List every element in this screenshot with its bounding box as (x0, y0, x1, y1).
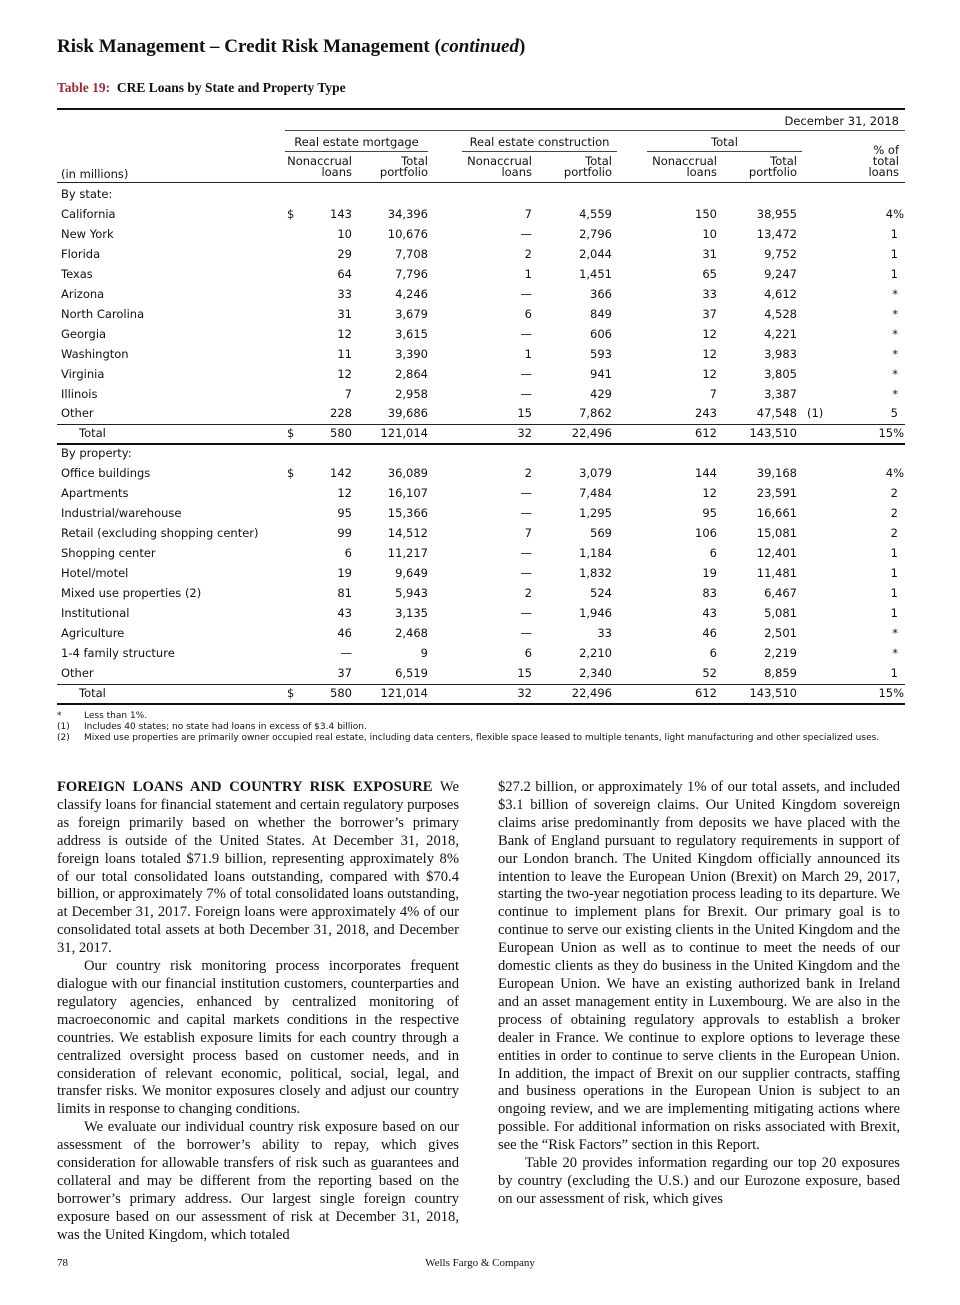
table-cell: * (892, 286, 898, 301)
table-cell: 4,528 (764, 306, 797, 321)
row-label: Shopping center (61, 546, 156, 561)
table-cell: 524 (590, 586, 612, 600)
table-cell: 2 (890, 486, 898, 501)
table-cell: * (892, 346, 898, 361)
table-rule (57, 424, 905, 425)
table-cell: 2,044 (579, 246, 612, 261)
table-cell: 7,796 (395, 266, 428, 281)
table-cell: 65 (702, 266, 717, 281)
table-cell: 1 (890, 665, 898, 680)
table-cell: 2,210 (579, 645, 612, 660)
table-cell: 32 (517, 685, 532, 700)
table-cell: 580 (330, 426, 352, 441)
table-cell: 15,081 (756, 526, 797, 541)
table-cell: 6 (709, 546, 717, 561)
table-cell: 7,862 (579, 406, 612, 421)
table-cell: 612 (695, 426, 717, 441)
row-label: Georgia (61, 326, 107, 341)
row-label: Industrial/warehouse (61, 506, 182, 521)
table-cell: 1 (890, 605, 898, 620)
table-cell: 1 (890, 266, 898, 281)
row-label: Hotel/motel (61, 566, 129, 581)
paragraph: Our country risk monitoring process incorporates frequent dialogue with our financial institution customers, counterparties and regulatory agencies, enhanced by centralized monitoring of macroeconomic and capital markets conditions in the respective countries. We establish exposure limits for each country through a centralized oversight process based on customer needs, and in consideration of relevant economic, political, social, legal, and transfer risks. We monitor exposures closely and adjust our country limits in response to changing conditions. (57, 958, 459, 1118)
table-cell: 3,679 (395, 306, 428, 321)
table-cell: 2,864 (395, 366, 428, 381)
row-label: Illinois (61, 386, 98, 401)
table-cell: 228 (330, 406, 352, 421)
table-cell: 34,396 (387, 206, 428, 221)
row-label: Texas (61, 266, 93, 281)
table-cell: 1 (890, 246, 898, 261)
table-cell: 8,859 (764, 665, 797, 680)
table-caption (57, 80, 346, 96)
table-cell: 1,832 (579, 566, 612, 581)
table-cell: 32 (517, 426, 532, 441)
table-cell: 4% (885, 206, 904, 221)
table-cell: 12 (337, 486, 352, 501)
table-footnotes (57, 711, 905, 744)
row-label: 1-4 family structure (61, 645, 175, 660)
table-cell: 5 (890, 406, 898, 421)
table-rule (57, 108, 905, 110)
table-cell: 99 (337, 526, 352, 541)
table-rule (285, 151, 428, 152)
footer-company: Wells Fargo & Company (425, 1257, 535, 1269)
footnote-ref: (1) (807, 406, 824, 421)
table-cell: 6,467 (764, 586, 797, 600)
table-number: Table 19: (57, 80, 111, 95)
table-cell: 569 (590, 526, 612, 541)
col-header-total: portfolio (748, 165, 797, 179)
page-number: 78 (57, 1257, 68, 1269)
table-rule (57, 182, 905, 183)
table-cell: — (520, 625, 532, 640)
table-cell: — (520, 326, 532, 341)
table-cell: 37 (702, 306, 717, 321)
table-cell: 2,340 (579, 665, 612, 680)
table-cell: 23,591 (756, 486, 797, 501)
table-cell: 22,496 (571, 426, 612, 441)
table-cell: 9,247 (764, 266, 797, 281)
table-cell: 1 (890, 566, 898, 581)
table-rule (57, 684, 905, 685)
section-label: By state: (61, 187, 113, 201)
table-cell: 3,615 (395, 326, 428, 341)
table-cell: 7 (524, 526, 532, 541)
row-label: Florida (61, 246, 101, 261)
col-header-nonaccrual: loans (321, 165, 352, 179)
row-label: Washington (61, 346, 129, 361)
table-cell: — (520, 286, 532, 301)
table-cell: 46 (702, 625, 717, 640)
table-cell: — (520, 566, 532, 581)
table-cell: 37 (337, 665, 352, 680)
footnote-text: Includes 40 states; no state had loans in excess of $3.4 billion. (84, 722, 367, 732)
col-header-nonaccrual: Nonaccrual (467, 154, 532, 168)
page-title: Risk Management – Credit Risk Management (continued) (57, 36, 526, 57)
table-cell: 6 (344, 546, 352, 561)
footnote (57, 711, 905, 722)
table-cell: 1,184 (579, 546, 612, 561)
table-cell: 15,366 (387, 506, 428, 521)
row-label: Retail (excluding shopping center) (61, 526, 259, 541)
table-cell: 612 (695, 685, 717, 700)
table-cell: 3,983 (764, 346, 797, 361)
table-cell: 22,496 (571, 685, 612, 700)
table-cell: 1 (890, 226, 898, 241)
table-cell: 19 (702, 566, 717, 581)
table-cell: 7 (709, 386, 717, 401)
table-cell: 4,559 (579, 206, 612, 221)
section-label: By property: (61, 446, 132, 461)
table-cell: 33 (597, 625, 612, 640)
table-rule (57, 703, 905, 705)
col-header-total: portfolio (563, 165, 612, 179)
row-label: Other (61, 406, 94, 421)
group-header: Total (711, 135, 738, 149)
section-heading: FOREIGN LOANS AND COUNTRY RISK EXPOSURE (57, 779, 433, 795)
currency-sign: $ (287, 426, 295, 441)
col-header-nonaccrual: Nonaccrual (287, 154, 352, 168)
table-cell: 1,946 (579, 605, 612, 620)
table-cell: 16,107 (387, 486, 428, 501)
table-cell: 83 (702, 586, 717, 600)
table-cell: 11,217 (387, 546, 428, 561)
table-cell: 15 (517, 406, 532, 421)
table-cell: — (520, 506, 532, 521)
table-cell: 7 (524, 206, 532, 221)
table-title: CRE Loans by State and Property Type (116, 80, 346, 95)
table-cell: 13,472 (756, 226, 797, 241)
table-rule (57, 443, 905, 445)
table-cell: * (892, 326, 898, 341)
table-cell: 2,501 (764, 625, 797, 640)
currency-sign: $ (287, 206, 295, 221)
table-cell: 9,752 (764, 246, 797, 261)
body-right-column (498, 779, 900, 1209)
table-cell: * (892, 306, 898, 321)
table-cell: 36,089 (387, 466, 428, 481)
footnote-mark: * (57, 711, 62, 721)
table-cell: 16,661 (756, 506, 797, 521)
table-cell: — (340, 645, 352, 660)
table-cell: 2,468 (395, 625, 428, 640)
table-cell: 43 (337, 605, 352, 620)
row-label: Arizona (61, 286, 105, 301)
table-cell: 11 (337, 346, 352, 361)
col-header-total: portfolio (379, 165, 428, 179)
group-header: Real estate mortgage (294, 135, 419, 149)
table-cell: 43 (702, 605, 717, 620)
footnote (57, 722, 905, 733)
body-left-column (57, 779, 459, 1245)
table-cell: 10 (702, 226, 717, 241)
table-cell: * (892, 366, 898, 381)
table-cell: 81 (337, 586, 352, 600)
footnote (57, 733, 905, 744)
table-cell: — (520, 486, 532, 501)
table-cell: 3,390 (395, 346, 428, 361)
table-cell: 6 (524, 306, 532, 321)
table-cell: 6,519 (395, 665, 428, 680)
row-label: Office buildings (61, 466, 151, 481)
table-cell: 606 (590, 326, 612, 341)
paragraph: FOREIGN LOANS AND COUNTRY RISK EXPOSURE We classify loans for financial statement and certain regulatory purposes as foreign primarily based on whether the borrower’s primary address is outside of the United States. At December 31, 2018, foreign loans totaled $71.9 billion, representing approximately 8% of our total consolidated loans outstanding, compared with $70.4 billion, or approximately 7% of total consolidated loans outstanding, at December 31, 2017. Foreign loans were approximately 4% of our consolidated total assets at both December 31, 2018, and December 31, 2017. (57, 779, 460, 957)
table-cell: — (520, 226, 532, 241)
table-cell: 10,676 (387, 226, 428, 241)
table-cell: 1 (524, 346, 532, 361)
table-cell: * (892, 645, 898, 660)
footnote-mark: (2) (57, 733, 70, 743)
paragraph: We evaluate our individual country risk exposure based on our assessment of the borrower’s ability to repay, which gives consideration for allowable transfers of risk such as guarantees and collateral and may be different from the reporting based on the borrower’s primary address. Our largest single foreign country exposure based on our assessment of risk at December 31, 2018, was the United Kingdom, which totaled (57, 1119, 459, 1243)
table-cell: * (892, 625, 898, 640)
table-cell: 144 (695, 466, 717, 481)
table-cell: 1 (524, 266, 532, 281)
table-cell: 1,295 (579, 506, 612, 521)
table-cell: 9,649 (395, 566, 428, 581)
table-cell: 1 (890, 586, 898, 600)
col-header-pct: loans (868, 165, 899, 179)
table-cell: 33 (337, 286, 352, 301)
table-cell: 12 (702, 326, 717, 341)
col-header-pct: total (872, 154, 899, 168)
table-cell: 593 (590, 346, 612, 361)
table-cell: 5,081 (764, 605, 797, 620)
table-cell: 5,943 (395, 586, 428, 600)
table-cell: 6 (524, 645, 532, 660)
table-cell: 14,512 (387, 526, 428, 541)
table-cell: 121,014 (380, 426, 428, 441)
table-cell: — (520, 386, 532, 401)
date-header: December 31, 2018 (784, 114, 899, 128)
table-cell: 9 (420, 645, 428, 660)
row-label: California (61, 206, 116, 221)
table-cell: 2,958 (395, 386, 428, 401)
row-label: Apartments (61, 486, 129, 501)
table-cell: 2 (524, 466, 532, 481)
row-label: Virginia (61, 366, 105, 381)
table-cell: 2 (524, 586, 532, 600)
row-label: Agriculture (61, 625, 125, 640)
table-cell: 33 (702, 286, 717, 301)
table-cell: 2 (890, 506, 898, 521)
table-cell: — (520, 366, 532, 381)
table-cell: 2 (890, 526, 898, 541)
table-cell: 106 (695, 526, 717, 541)
table-cell: 7 (344, 386, 352, 401)
table-cell: 3,079 (579, 466, 612, 481)
table-cell: 1,451 (579, 266, 612, 281)
table-cell: 12 (702, 366, 717, 381)
table-cell: * (892, 386, 898, 401)
table-rule (462, 151, 617, 152)
table-cell: 10 (337, 226, 352, 241)
table-cell: 15% (878, 685, 904, 700)
table-cell: 121,014 (380, 685, 428, 700)
table-cell: 1 (890, 546, 898, 561)
table-cell: 11,481 (756, 566, 797, 581)
table-cell: 95 (337, 506, 352, 521)
row-label: Institutional (61, 605, 130, 620)
table-cell: 47,548 (756, 406, 797, 421)
table-cell: 4,221 (764, 326, 797, 341)
table-cell: 64 (337, 266, 352, 281)
table-cell: 95 (702, 506, 717, 521)
table-cell: 150 (695, 206, 717, 221)
units-label: (in millions) (61, 167, 129, 181)
row-label: Other (61, 665, 94, 680)
group-header: Real estate construction (469, 135, 610, 149)
footnote-text: Less than 1%. (84, 711, 148, 721)
paragraph: Table 20 provides information regarding our top 20 exposures by country (excluding the U.S.) and our Eurozone exposure, based on our assessment of risk, which gives (498, 1155, 900, 1207)
total-label: Total (79, 685, 106, 700)
table-cell: 4,612 (764, 286, 797, 301)
col-header-nonaccrual: Nonaccrual (652, 154, 717, 168)
row-label: North Carolina (61, 306, 145, 321)
table-cell: 429 (590, 386, 612, 401)
paragraph: $27.2 billion, or approximately 1% of our total assets, and included $3.1 billion of sovereign claims. Our United Kingdom sovereign claims arise predominantly from deposits we have placed with the Bank of England pursuant to regulatory requirements in support of our London branch. The United Kingdom officially announced its intention to leave the European Union (Brexit) on March 29, 2017, starting the two-year negotiation process leading to its departure. We continue to implement plans for Brexit. Our primary goal is to continue to serve our existing clients in the United Kingdom and the European Union as well as to continue to meet the needs of our domestic clients as they do business in the United Kingdom and the European Union. We have an existing authorized bank in Ireland and an asset management entity in Luxembourg. We are also in the process of obtaining regulatory approvals to establish a broker dealer in France. We continue to explore options to leverage these entities in order to continue to serve clients in the European Union. In addition, the impact of Brexit on our supplier contracts, staffing and business operations in the European Union is subject to an ongoing review, and we are implementing mitigating actions where possible. For additional information on risks associated with Brexit, see the “Risk Factors” section in this Report. (498, 779, 900, 1154)
table-cell: 12 (337, 326, 352, 341)
col-header-nonaccrual: loans (686, 165, 717, 179)
table-cell: 143,510 (749, 426, 797, 441)
table-cell: 15 (517, 665, 532, 680)
table-cell: 143,510 (749, 685, 797, 700)
table-cell: 39,686 (387, 406, 428, 421)
table-cell: 3,387 (764, 386, 797, 401)
table-cell: 143 (330, 206, 352, 221)
table-cell: 941 (590, 366, 612, 381)
table-cell: 3,805 (764, 366, 797, 381)
col-header-total: Total (401, 154, 428, 168)
table-cell: 3,135 (395, 605, 428, 620)
table-cell: 243 (695, 406, 717, 421)
table-rule (647, 151, 802, 152)
table-cell: 46 (337, 625, 352, 640)
table-cell: 15% (878, 426, 904, 441)
currency-sign: $ (287, 466, 295, 481)
table-cell: 7,708 (395, 246, 428, 261)
table-cell: 52 (702, 665, 717, 680)
table-cell: 366 (590, 286, 612, 301)
total-label: Total (79, 426, 106, 441)
table-cell: 2,219 (764, 645, 797, 660)
table-cell: — (520, 546, 532, 561)
table-rule (285, 130, 905, 131)
table-cell: 2,796 (579, 226, 612, 241)
table-cell: 29 (337, 246, 352, 261)
table-cell: 6 (709, 645, 717, 660)
table-cell: 4% (885, 466, 904, 481)
table-cell: 2 (524, 246, 532, 261)
table-cell: 849 (590, 306, 612, 321)
table-cell: 12 (702, 346, 717, 361)
table-cell: 31 (337, 306, 352, 321)
currency-sign: $ (287, 685, 295, 700)
footnote-text: Mixed use properties are primarily owner occupied real estate, including data centers, flexible space leased to multiple tenants, light manufacturing and other specialized uses. (84, 733, 880, 743)
col-header-total: Total (770, 154, 797, 168)
table-cell: 19 (337, 566, 352, 581)
table-cell: 12 (337, 366, 352, 381)
col-header-nonaccrual: loans (501, 165, 532, 179)
table-cell: 38,955 (756, 206, 797, 221)
row-label: New York (61, 226, 114, 241)
table-cell: — (520, 605, 532, 620)
col-header-total: Total (585, 154, 612, 168)
table-cell: 31 (702, 246, 717, 261)
table-cell: 580 (330, 685, 352, 700)
table-cell: 142 (330, 466, 352, 481)
table-cell: 12,401 (756, 546, 797, 561)
footnote-mark: (1) (57, 722, 70, 732)
table-cell: 39,168 (756, 466, 797, 481)
col-header-pct: % of (873, 143, 899, 157)
table-cell: 4,246 (395, 286, 428, 301)
table-cell: 12 (702, 486, 717, 501)
table-cell: 7,484 (579, 486, 612, 501)
row-label: Mixed use properties (2) (61, 586, 202, 600)
